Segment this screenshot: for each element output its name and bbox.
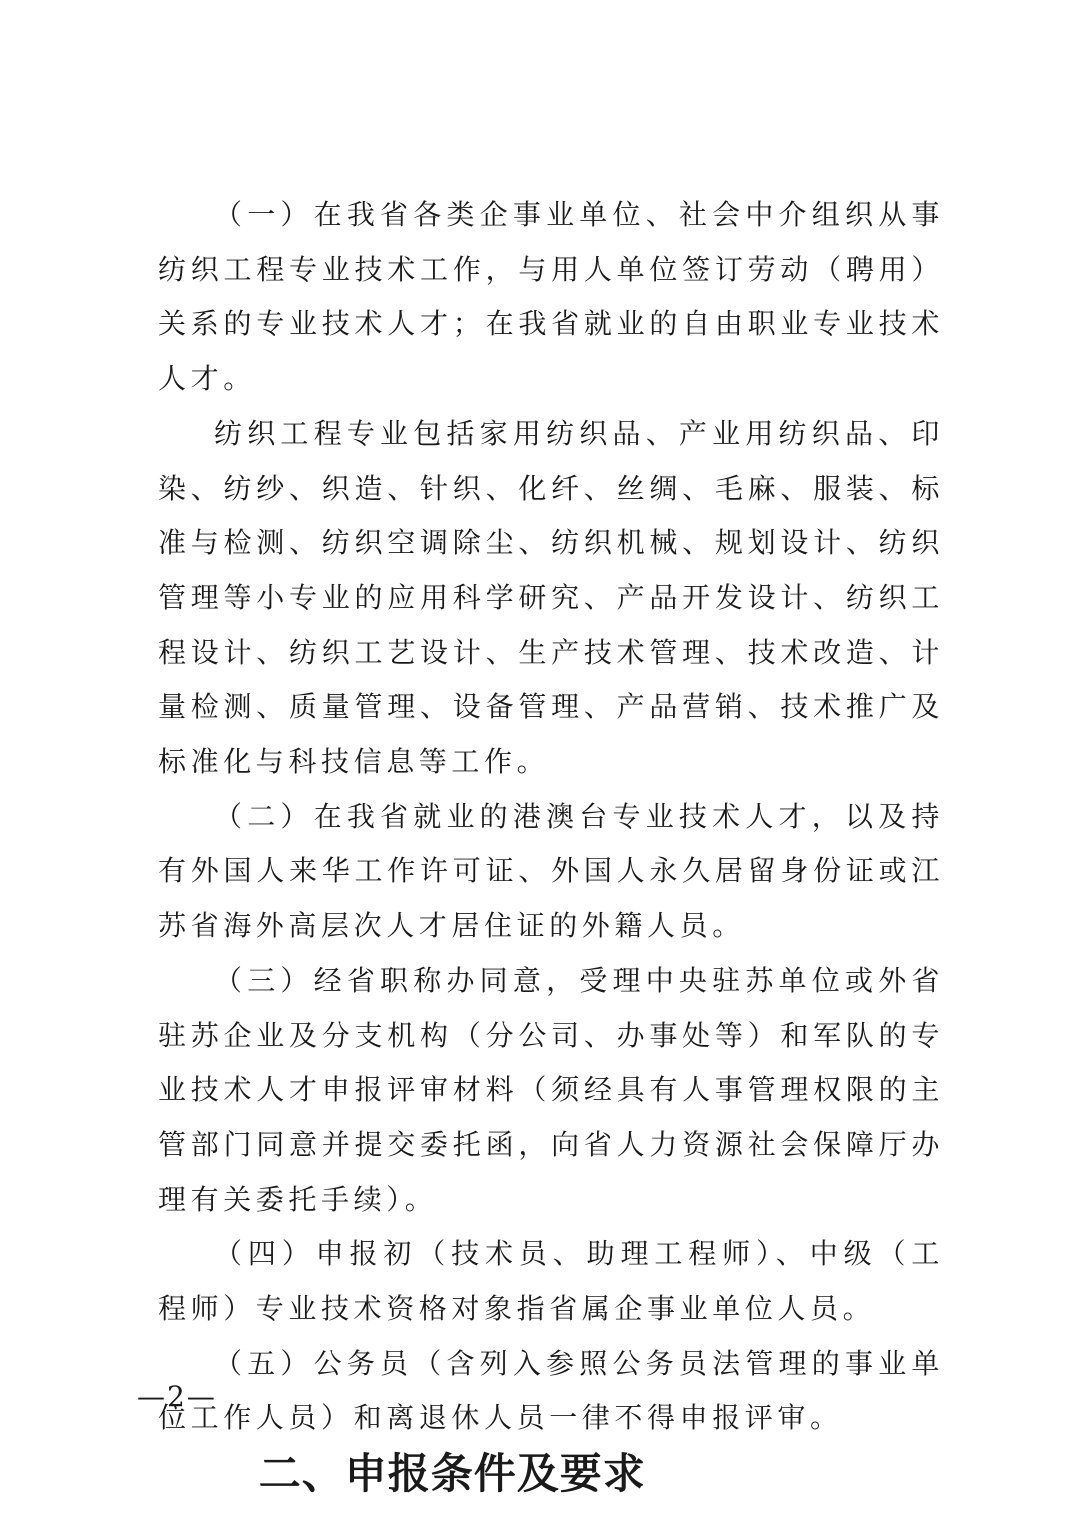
paragraph-4: （三）经省职称办同意，受理中央驻苏单位或外省驻苏企业及分支机构（分公司、办事处等）和军队的专业技术人才申报评审材料（须经具有人事管理权限的主管部门同意并提交委托函，向省人力资源社会保障厅办理有关委托手续）。 — [158, 963, 944, 1216]
paragraph-3: （二）在我省就业的港澳台专业技术人才，以及持有外国人来华工作许可证、外国人永久居留身份证或江苏省海外高层次人才居住证的外籍人员。 — [158, 799, 944, 943]
document-body — [158, 188, 944, 1498]
section-heading: 二、申报条件及要求 — [258, 1449, 646, 1499]
paragraph-5: （四）申报初（技术员、助理工程师）、中级（工程师）专业技术资格对象指省属企事业单位人员。 — [158, 1237, 944, 1326]
page-number: —2— — [137, 1380, 217, 1413]
paragraph-1: （一）在我省各类企事业单位、社会中介组织从事纺织工程专业技术工作，与用人单位签订劳动（聘用）关系的专业技术人才；在我省就业的自由职业专业技术人才。 — [158, 198, 944, 396]
paragraph-6: （五）公务员（含列入参照公务员法管理的事业单位工作人员）和离退休人员一律不得申报评审。 — [158, 1346, 944, 1435]
paragraph-2: 纺织工程专业包括家用纺织品、产业用纺织品、印染、纺纱、织造、针织、化纤、丝绸、毛麻、服装、标准与检测、纺织空调除尘、纺织机械、规划设计、纺织管理等小专业的应用科学研究、产品开发设计、纺织工程设计、纺织工艺设计、生产技术管理、技术改造、计量检测、质量管理、设备管理、产品营销、技术推广及标准化与科技信息等工作。 — [158, 416, 944, 779]
